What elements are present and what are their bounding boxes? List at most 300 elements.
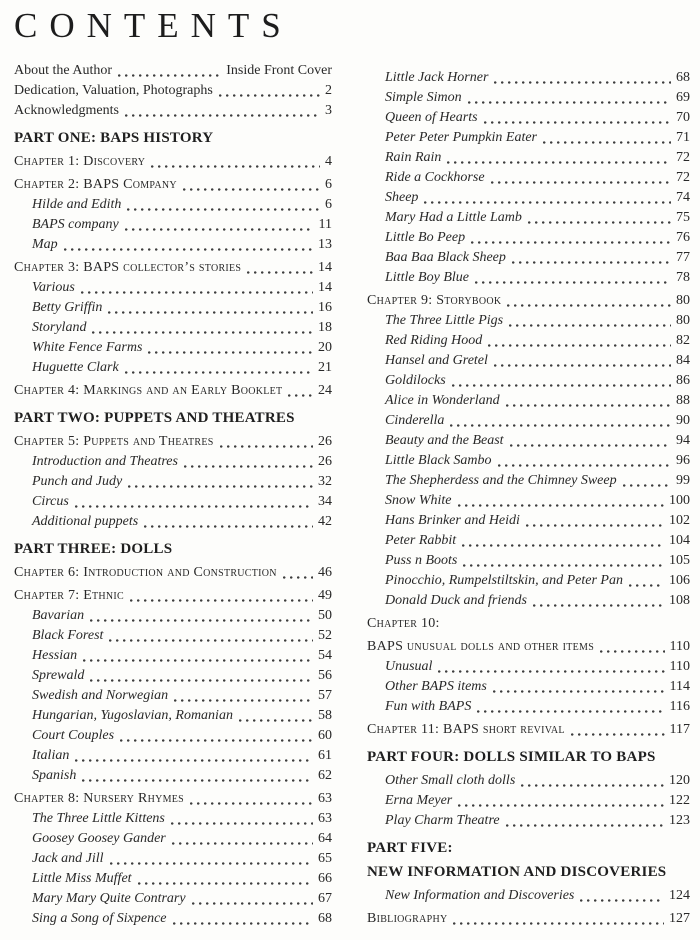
dot-leader bbox=[125, 371, 313, 374]
toc-entry bbox=[367, 909, 690, 929]
toc-entry bbox=[367, 248, 690, 268]
entry-label: Beauty and the Beast bbox=[385, 433, 504, 448]
toc-entry bbox=[14, 452, 332, 472]
toc-entry bbox=[367, 331, 690, 351]
dot-leader bbox=[438, 670, 664, 673]
dot-leader bbox=[509, 324, 671, 327]
dot-leader bbox=[498, 464, 671, 467]
entry-label: PART FOUR: DOLLS SIMILAR TO BAPS bbox=[367, 749, 656, 765]
entry-label: Little Miss Muffet bbox=[32, 871, 132, 886]
part-heading bbox=[14, 128, 332, 149]
entry-label: Hansel and Gretel bbox=[385, 353, 488, 368]
dot-leader bbox=[190, 802, 313, 805]
part-heading bbox=[367, 862, 690, 883]
page-number: 96 bbox=[676, 453, 690, 468]
entry-label: Cinderella bbox=[385, 413, 445, 428]
entry-label: Punch and Judy bbox=[32, 474, 123, 489]
toc-entry bbox=[14, 235, 332, 255]
entry-label: Sprewald bbox=[32, 668, 85, 683]
toc-entry bbox=[14, 338, 332, 358]
entry-label: BAPS company bbox=[32, 217, 119, 232]
toc-column-right bbox=[367, 68, 690, 929]
page-number: 106 bbox=[669, 573, 690, 588]
entry-label: Little Black Sambo bbox=[385, 453, 492, 468]
dot-leader bbox=[109, 639, 313, 642]
dot-leader bbox=[543, 141, 671, 144]
dot-leader bbox=[506, 404, 671, 407]
toc-entry bbox=[367, 697, 690, 717]
dot-leader bbox=[110, 862, 313, 865]
dot-leader bbox=[130, 599, 313, 602]
page-number: 127 bbox=[669, 911, 690, 926]
page-number: 120 bbox=[669, 773, 690, 788]
dot-leader bbox=[510, 444, 671, 447]
toc-column-left bbox=[14, 6, 332, 929]
page-number: 68 bbox=[676, 70, 690, 85]
page-number: 99 bbox=[676, 473, 690, 488]
entry-label: Chapter 9: Storybook bbox=[367, 293, 502, 308]
dot-leader bbox=[488, 344, 671, 347]
page-number: 62 bbox=[318, 768, 332, 783]
toc-entry bbox=[367, 637, 690, 657]
toc-entry bbox=[367, 168, 690, 188]
dot-leader bbox=[533, 604, 664, 607]
toc-entry bbox=[14, 726, 332, 746]
entry-label: PART ONE: BAPS HISTORY bbox=[14, 130, 214, 146]
toc-entry bbox=[14, 512, 332, 532]
page-number: 90 bbox=[676, 413, 690, 428]
entry-label: PART TWO: PUPPETS AND THEATRES bbox=[14, 410, 295, 426]
page-number: 49 bbox=[318, 588, 332, 603]
dot-leader bbox=[144, 525, 313, 528]
dot-leader bbox=[600, 650, 664, 653]
dot-leader bbox=[623, 484, 671, 487]
toc-entry bbox=[367, 614, 690, 634]
page-number: 70 bbox=[676, 110, 690, 125]
toc-entry bbox=[367, 791, 690, 811]
toc-entry bbox=[367, 108, 690, 128]
entry-label: White Fence Farms bbox=[32, 340, 143, 355]
dot-leader bbox=[90, 619, 313, 622]
entry-label: Chapter 3: BAPS collector’s stories bbox=[14, 260, 242, 275]
page-title: CONTENTS bbox=[14, 6, 293, 45]
entry-label: Simple Simon bbox=[385, 90, 462, 105]
dot-leader bbox=[468, 101, 671, 104]
page-number: 2 bbox=[325, 83, 332, 98]
toc-entry bbox=[367, 511, 690, 531]
dot-leader bbox=[506, 824, 664, 827]
page-number: 94 bbox=[676, 433, 690, 448]
toc-entry bbox=[367, 371, 690, 391]
dot-leader bbox=[219, 94, 320, 97]
dot-leader bbox=[120, 739, 313, 742]
dot-leader bbox=[75, 759, 313, 762]
entry-label: Chapter 7: Ethnic bbox=[14, 588, 124, 603]
page-number: 18 bbox=[318, 320, 332, 335]
dot-leader bbox=[192, 902, 313, 905]
page-number: 114 bbox=[669, 679, 690, 694]
toc-entry bbox=[14, 829, 332, 849]
page-number: 6 bbox=[325, 197, 332, 212]
toc-entry bbox=[367, 431, 690, 451]
entry-label: Goosey Goosey Gander bbox=[32, 831, 166, 846]
entry-label: Little Jack Horner bbox=[385, 70, 489, 85]
dot-leader bbox=[477, 710, 664, 713]
dot-leader bbox=[463, 564, 664, 567]
page-number: 110 bbox=[669, 639, 690, 654]
page-number: 74 bbox=[676, 190, 690, 205]
page-number: 63 bbox=[318, 811, 332, 826]
entry-label: PART FIVE: bbox=[367, 840, 453, 856]
toc-entry bbox=[14, 626, 332, 646]
toc-entry bbox=[367, 551, 690, 571]
page-number: 104 bbox=[669, 533, 690, 548]
entry-label: Hilde and Edith bbox=[32, 197, 122, 212]
page-number: 80 bbox=[676, 313, 690, 328]
entry-label: Sheep bbox=[385, 190, 419, 205]
entry-label: Hessian bbox=[32, 648, 78, 663]
page-number: 67 bbox=[318, 891, 332, 906]
toc-entry bbox=[367, 208, 690, 228]
page-number: 80 bbox=[676, 293, 690, 308]
dot-leader bbox=[148, 351, 313, 354]
entry-label: PART THREE: DOLLS bbox=[14, 541, 173, 557]
page-number: 86 bbox=[676, 373, 690, 388]
toc-entry bbox=[367, 128, 690, 148]
entry-label: Additional puppets bbox=[32, 514, 139, 529]
entry-label: Chapter 1: Discovery bbox=[14, 154, 146, 169]
page-number: Inside Front Cover bbox=[226, 63, 332, 78]
entry-label: Storyland bbox=[32, 320, 87, 335]
dot-leader bbox=[75, 505, 313, 508]
toc-entry bbox=[14, 646, 332, 666]
page-number: 32 bbox=[318, 474, 332, 489]
toc-entry bbox=[367, 720, 690, 740]
page-number: 105 bbox=[669, 553, 690, 568]
dot-leader bbox=[458, 804, 664, 807]
page-number: 122 bbox=[669, 793, 690, 808]
toc-entry bbox=[14, 258, 332, 278]
entry-label: Peter Rabbit bbox=[385, 533, 457, 548]
dot-leader bbox=[220, 445, 313, 448]
entry-label: Peter Peter Pumpkin Eater bbox=[385, 130, 538, 145]
entry-label: Queen of Hearts bbox=[385, 110, 478, 125]
page-number: 52 bbox=[318, 628, 332, 643]
toc-entry bbox=[14, 766, 332, 786]
entry-label: Betty Griffin bbox=[32, 300, 103, 315]
toc-entry bbox=[367, 571, 690, 591]
entry-label: Black Forest bbox=[32, 628, 104, 643]
page-number: 63 bbox=[318, 791, 332, 806]
page-number: 14 bbox=[318, 280, 332, 295]
page-number: 46 bbox=[318, 565, 332, 580]
entry-label: Italian bbox=[32, 748, 70, 763]
entry-label: Mary Mary Quite Contrary bbox=[32, 891, 186, 906]
entry-label: Ride a Cockhorse bbox=[385, 170, 485, 185]
entry-label: Chapter 5: Puppets and Theatres bbox=[14, 434, 214, 449]
toc-entry bbox=[14, 358, 332, 378]
entry-label: BAPS unusual dolls and other items bbox=[367, 639, 595, 654]
entry-label: New Information and Discoveries bbox=[385, 888, 575, 903]
dot-leader bbox=[283, 576, 313, 579]
page-number: 58 bbox=[318, 708, 332, 723]
entry-label: Hans Brinker and Heidi bbox=[385, 513, 520, 528]
entry-label: Huguette Clark bbox=[32, 360, 119, 375]
dot-leader bbox=[571, 733, 665, 736]
dot-leader bbox=[288, 394, 313, 397]
dot-leader bbox=[453, 922, 664, 925]
page-number: 75 bbox=[676, 210, 690, 225]
entry-label: Sing a Song of Sixpence bbox=[32, 911, 167, 926]
toc-entry bbox=[14, 889, 332, 909]
entry-label: About the Author bbox=[14, 63, 112, 78]
page-number: 102 bbox=[669, 513, 690, 528]
dot-leader bbox=[90, 679, 313, 682]
entry-label: Hungarian, Yugoslavian, Romanian bbox=[32, 708, 233, 723]
toc-entry bbox=[367, 68, 690, 88]
page-number: 71 bbox=[676, 130, 690, 145]
dot-leader bbox=[184, 465, 313, 468]
page-number: 34 bbox=[318, 494, 332, 509]
entry-label: Chapter 6: Introduction and Construction bbox=[14, 565, 277, 580]
toc-entry bbox=[367, 771, 690, 791]
dot-leader bbox=[125, 228, 314, 231]
page-number: 76 bbox=[676, 230, 690, 245]
dot-leader bbox=[138, 882, 313, 885]
dot-leader bbox=[450, 424, 671, 427]
dot-leader bbox=[183, 188, 320, 191]
page-number: 108 bbox=[669, 593, 690, 608]
dot-leader bbox=[81, 291, 313, 294]
dot-leader bbox=[173, 922, 313, 925]
entry-label: Baa Baa Black Sheep bbox=[385, 250, 506, 265]
part-heading bbox=[367, 747, 690, 768]
dot-leader bbox=[118, 74, 221, 77]
entry-label: Donald Duck and friends bbox=[385, 593, 527, 608]
entry-label: Little Boy Blue bbox=[385, 270, 469, 285]
dot-leader bbox=[452, 384, 671, 387]
page-number: 84 bbox=[676, 353, 690, 368]
toc-entry bbox=[14, 81, 332, 101]
page-number: 26 bbox=[318, 454, 332, 469]
toc-entry bbox=[14, 278, 332, 298]
page-number: 57 bbox=[318, 688, 332, 703]
entry-label: Play Charm Theatre bbox=[385, 813, 500, 828]
entry-label: Circus bbox=[32, 494, 69, 509]
dot-leader bbox=[629, 584, 664, 587]
toc-entry bbox=[367, 657, 690, 677]
page-number: 123 bbox=[669, 813, 690, 828]
entry-label: Other BAPS items bbox=[385, 679, 487, 694]
toc-entry bbox=[367, 591, 690, 611]
entry-label: NEW INFORMATION AND DISCOVERIES bbox=[367, 864, 667, 880]
page-number: 69 bbox=[676, 90, 690, 105]
toc-entry bbox=[367, 531, 690, 551]
page-number: 14 bbox=[318, 260, 332, 275]
dot-leader bbox=[512, 261, 671, 264]
dot-leader bbox=[458, 504, 665, 507]
page-number: 4 bbox=[325, 154, 332, 169]
toc-entry bbox=[367, 228, 690, 248]
dot-leader bbox=[580, 899, 664, 902]
toc-entry bbox=[14, 586, 332, 606]
toc-entry bbox=[367, 148, 690, 168]
dot-leader bbox=[475, 281, 671, 284]
part-heading bbox=[14, 539, 332, 560]
dot-leader bbox=[64, 248, 313, 251]
toc-entry bbox=[14, 318, 332, 338]
page-number: 21 bbox=[318, 360, 332, 375]
entry-label: Snow White bbox=[385, 493, 452, 508]
page-number: 3 bbox=[325, 103, 332, 118]
dot-leader bbox=[82, 779, 313, 782]
page-number: 117 bbox=[669, 722, 690, 737]
dot-leader bbox=[494, 81, 671, 84]
dot-leader bbox=[174, 699, 313, 702]
dot-leader bbox=[491, 181, 671, 184]
page-number: 6 bbox=[325, 177, 332, 192]
page-number: 77 bbox=[676, 250, 690, 265]
toc-columns bbox=[14, 6, 690, 929]
page-number: 116 bbox=[669, 699, 690, 714]
toc-entry bbox=[367, 811, 690, 831]
part-heading bbox=[367, 838, 690, 859]
entry-label: Bavarian bbox=[32, 608, 85, 623]
toc-entry bbox=[14, 381, 332, 401]
entry-label: Rain Rain bbox=[385, 150, 442, 165]
dot-leader bbox=[462, 544, 664, 547]
entry-label: Bibliography bbox=[367, 911, 448, 926]
dot-leader bbox=[83, 659, 313, 662]
toc-entry bbox=[14, 298, 332, 318]
toc-entry bbox=[367, 291, 690, 311]
entry-label: Court Couples bbox=[32, 728, 115, 743]
entry-label: Fun with BAPS bbox=[385, 699, 472, 714]
entry-label: Erna Meyer bbox=[385, 793, 453, 808]
page-number: 16 bbox=[318, 300, 332, 315]
toc-entry bbox=[367, 411, 690, 431]
entry-label: Chapter 11: BAPS short revival bbox=[367, 722, 565, 737]
page-number: 78 bbox=[676, 270, 690, 285]
dot-leader bbox=[507, 304, 671, 307]
entry-label: Chapter 8: Nursery Rhymes bbox=[14, 791, 184, 806]
entry-label: Acknowledgments bbox=[14, 103, 119, 118]
page-number: 11 bbox=[318, 217, 332, 232]
dot-leader bbox=[526, 524, 664, 527]
page-number: 13 bbox=[318, 237, 332, 252]
entry-label: Introduction and Theatres bbox=[32, 454, 178, 469]
toc-entries-left bbox=[14, 61, 332, 929]
entry-label: Swedish and Norwegian bbox=[32, 688, 169, 703]
page-number: 110 bbox=[669, 659, 690, 674]
dot-leader bbox=[424, 201, 671, 204]
page-number: 65 bbox=[318, 851, 332, 866]
dot-leader bbox=[528, 221, 671, 224]
page-number: 88 bbox=[676, 393, 690, 408]
toc-entry bbox=[14, 606, 332, 626]
dot-leader bbox=[484, 121, 671, 124]
entry-label: Red Riding Hood bbox=[385, 333, 483, 348]
toc-entry bbox=[367, 886, 690, 906]
page-number: 42 bbox=[318, 514, 332, 529]
page-number: 54 bbox=[318, 648, 332, 663]
page-number: 60 bbox=[318, 728, 332, 743]
toc-entry bbox=[14, 563, 332, 583]
toc-entry bbox=[14, 706, 332, 726]
entry-label: Chapter 2: BAPS Company bbox=[14, 177, 177, 192]
dot-leader bbox=[239, 719, 313, 722]
entry-label: Map bbox=[32, 237, 58, 252]
dot-leader bbox=[471, 241, 671, 244]
toc-entry bbox=[14, 809, 332, 829]
toc-entry bbox=[14, 472, 332, 492]
dot-leader bbox=[493, 690, 665, 693]
toc-entry bbox=[367, 471, 690, 491]
part-heading bbox=[14, 408, 332, 429]
toc-entry bbox=[14, 849, 332, 869]
toc-entry bbox=[14, 152, 332, 172]
page-number: 72 bbox=[676, 150, 690, 165]
page-number: 56 bbox=[318, 668, 332, 683]
entry-label: Goldilocks bbox=[385, 373, 446, 388]
dot-leader bbox=[521, 784, 664, 787]
toc-entry bbox=[14, 666, 332, 686]
entry-label: Chapter 10: bbox=[367, 616, 440, 631]
toc-entry bbox=[14, 492, 332, 512]
entry-label: The Shepherdess and the Chimney Sweep bbox=[385, 473, 617, 488]
toc-entry bbox=[14, 686, 332, 706]
entry-label: Various bbox=[32, 280, 75, 295]
toc-entry bbox=[367, 351, 690, 371]
dot-leader bbox=[494, 364, 671, 367]
entry-label: Other Small cloth dolls bbox=[385, 773, 516, 788]
page-number: 124 bbox=[669, 888, 690, 903]
page-number: 24 bbox=[318, 383, 332, 398]
entry-label: Spanish bbox=[32, 768, 77, 783]
toc-entry bbox=[14, 101, 332, 121]
page-number: 72 bbox=[676, 170, 690, 185]
toc-entry bbox=[14, 195, 332, 215]
dot-leader bbox=[128, 485, 313, 488]
dot-leader bbox=[108, 311, 313, 314]
dot-leader bbox=[171, 822, 313, 825]
toc-entry bbox=[367, 268, 690, 288]
toc-entry bbox=[367, 677, 690, 697]
page-number: 50 bbox=[318, 608, 332, 623]
dot-leader bbox=[127, 208, 320, 211]
page-number: 64 bbox=[318, 831, 332, 846]
toc-entry bbox=[14, 789, 332, 809]
toc-entry bbox=[367, 391, 690, 411]
dot-leader bbox=[92, 331, 313, 334]
page-number: 100 bbox=[669, 493, 690, 508]
toc-entry bbox=[14, 61, 332, 81]
toc-entry bbox=[367, 491, 690, 511]
toc-entry bbox=[14, 215, 332, 235]
entry-label: Dedication, Valuation, Photographs bbox=[14, 83, 213, 98]
toc-entry bbox=[14, 432, 332, 452]
dot-leader bbox=[125, 114, 320, 117]
toc-entry bbox=[367, 451, 690, 471]
dot-leader bbox=[247, 271, 313, 274]
page-number: 66 bbox=[318, 871, 332, 886]
entry-label: The Three Little Kittens bbox=[32, 811, 165, 826]
entry-label: Jack and Jill bbox=[32, 851, 104, 866]
page-number: 61 bbox=[318, 748, 332, 763]
dot-leader bbox=[151, 165, 320, 168]
page-number: 82 bbox=[676, 333, 690, 348]
entry-label: Chapter 4: Markings and an Early Booklet bbox=[14, 383, 283, 398]
